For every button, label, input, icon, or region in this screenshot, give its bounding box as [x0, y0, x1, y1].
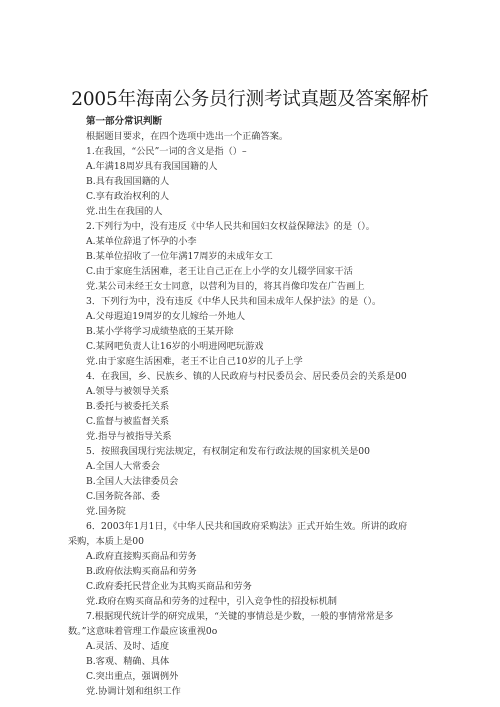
section-heading: 第一部分常识判断 — [86, 116, 163, 127]
option-2d: 党.某公司未经王女士同意，以营利为目的，将其肖像印发在广告画上 — [86, 281, 365, 292]
option-2b: B.某单位招收了一位年满17周岁的未成年女工 — [86, 251, 273, 262]
document-title: 2005年海南公务员行测考试真题及答案解析 — [71, 89, 429, 110]
option-2a: A.某单位辞退了怀孕的小李 — [86, 236, 197, 247]
option-1c: C.享有政治权利的人 — [86, 191, 170, 202]
question-6: 6．2003年1月1日，《中华人民共和国政府采购法》正式开始生效。所讲的政府 — [86, 521, 408, 532]
option-2c: C.由于家庭生活困难，老王让自己正在上小学的女儿辍学回家干活 — [86, 266, 353, 277]
option-6a: A.政府直接购买商品和劳务 — [86, 551, 197, 562]
option-7a: A.灵活、及时、适度 — [86, 641, 170, 652]
instruction-line: 根据题目要求，在四个选项中选出一个正确答案。 — [86, 131, 289, 142]
question-6-continued: 采购，本质上是00 — [68, 536, 145, 547]
option-5b: B.全国人大法律委员会 — [86, 476, 179, 487]
question-7-continued: 数。”这意味着管理工作最应该重视0o — [68, 626, 218, 637]
question-4: 4．在我国，乡、民族乡、镇的人民政府与村民委员会、居民委员会的关系是00 — [86, 371, 407, 382]
option-6b: B.政府依法购买商品和劳务 — [86, 566, 197, 577]
option-3b: B.某小学将学习成绩垫底的王某开除 — [86, 326, 234, 337]
option-7c: C.突出重点，强调例外 — [86, 671, 179, 682]
question-3: 3．下列行为中，没有违反《中华人民共和国未成年人保护法》的是（）。 — [86, 296, 382, 307]
option-5c: C.国务院各部、委 — [86, 491, 160, 502]
question-5: 5．按照我国现行宪法规定，有权制定和发布行政法规的国家机关是00 — [86, 446, 370, 457]
option-7b: B.客观、精确、具体 — [86, 656, 170, 667]
option-1b: B.具有我国国籍的人 — [86, 176, 170, 187]
question-body — [0, 129, 500, 699]
question-7: 7.根据现代统计学的研究成果，“关键的事情总是少数，一般的事情常常是多 — [86, 611, 394, 622]
option-1d: 党.出生在我国的人 — [86, 206, 163, 217]
question-2: 2.下列行为中，没有违反《中华人民共和国妇女权益保障法》的是（）。 — [86, 221, 375, 232]
option-4a: A.领导与被领导关系 — [86, 386, 170, 397]
option-4c: C.监督与被监督关系 — [86, 416, 170, 427]
option-7d: 党.协调计划和组织工作 — [86, 686, 181, 697]
option-4d: 党.指导与被指导关系 — [86, 431, 172, 442]
option-3a: A.父母遐迫19周岁的女儿嫁给一外地人 — [86, 311, 246, 322]
option-6c: C.政府委托民营企业为其购买商品和劳务 — [86, 581, 252, 592]
option-6d: 党.政府在购买商品和劳务的过程中，引入竞争性的招投标机制 — [86, 596, 337, 607]
option-5d: 党.国务院 — [86, 506, 126, 517]
option-3c: C.某网吧负责人让16岁的小明进网吧玩游戏 — [86, 341, 264, 352]
option-4b: B.委托与被委托关系 — [86, 401, 170, 412]
question-1: 1.在我国，“公民”一词的含义是指（）– — [86, 146, 247, 157]
option-5a: A.全国人大常委会 — [86, 461, 160, 472]
option-1a: A.年满18周岁具有我国国籍的人 — [86, 161, 218, 172]
option-3d: 党.由于家庭生活困难，老王不让自己10岁的儿子上学 — [86, 356, 303, 367]
